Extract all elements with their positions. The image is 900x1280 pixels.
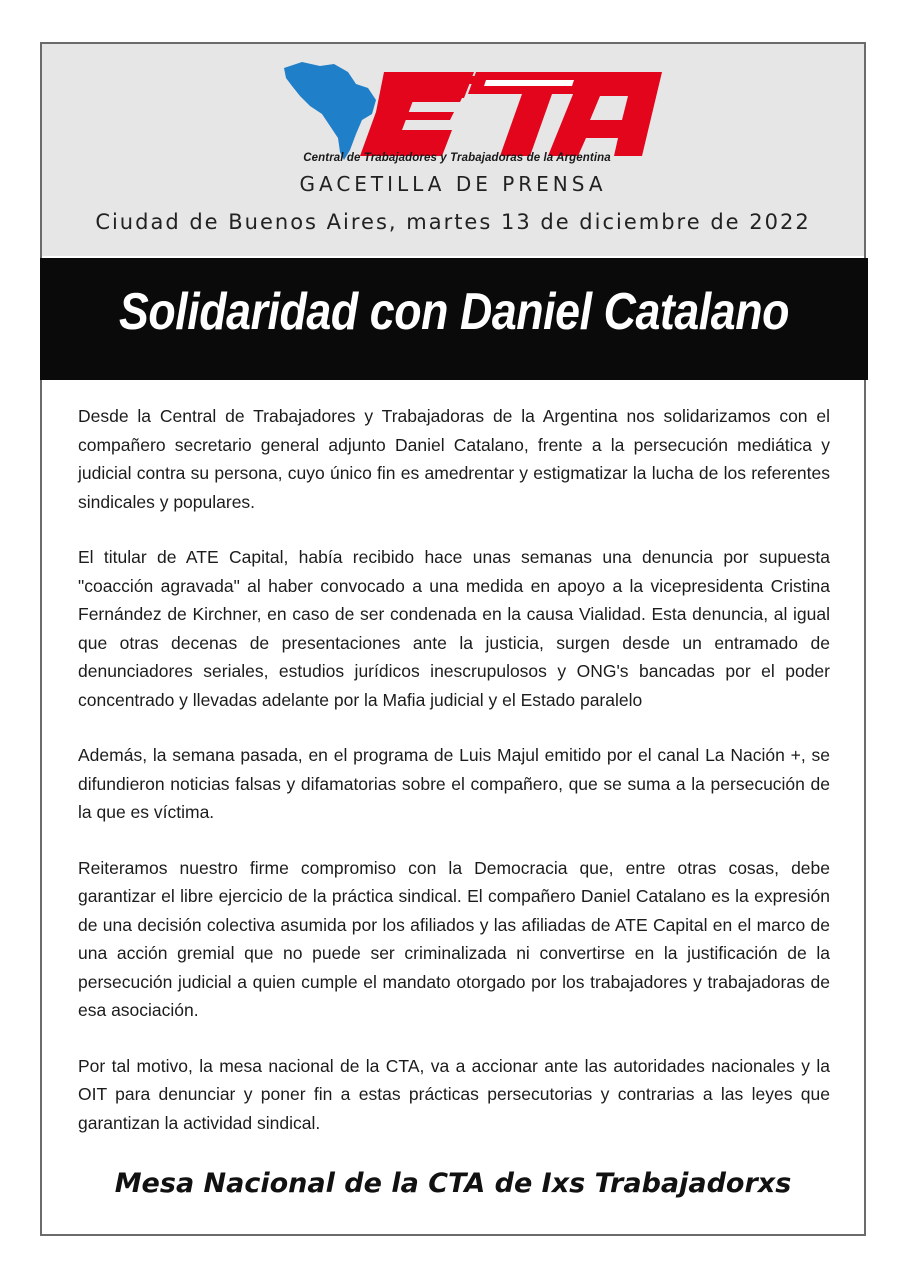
signature: Mesa Nacional de la CTA de Ixs Trabajadorxs [114,1168,792,1199]
cta-logo [264,54,674,166]
dateline: Ciudad de Buenos Aires, martes 13 de diciembre de 2022 [95,210,811,234]
paragraph: Además, la semana pasada, en el programa de Luis Majul emitido por el canal La Nación +, se difundieron noticias falsas y difamatorias sobre el compañero, que se suma a la persecución de la que es víctima. [78,745,830,822]
press-release-sheet [40,42,866,1236]
paragraph: El titular de ATE Capital, había recibido hace unas semanas una denuncia por supuesta "coacción agravada" al haber convocado a una medida en apoyo a la vicepresidenta Cristina Fernández de Kirchner, en caso de ser condenada en la causa Vialidad. Esta denuncia, al igual que otras decenas de presentaciones ante la justicia, surgen desde un entramado de denunciadores seriales, estudios jurídicos inescrupulosos y ONG's bancadas por el poder concentrado y llevadas adelante por la Mafia judicial y el Estado paralelo [78,547,830,710]
paragraph: Reiteramos nuestro firme compromiso con la Democracia que, entre otras cosas, debe garantizar el libre ejercicio de la práctica sindical. El compañero Daniel Catalano es la expresión de una decisión colectiva asumida por los afiliados y las afiliadas de ATE Capital en el marco de una acción gremial que no puede ser criminalizada ni convertirse en la justificación de la persecución judicial a quien cumple el mandato otorgado por los trabajadores y trabajadoras de esa asociación. [78,857,830,1020]
paragraph: Por tal motivo, la mesa nacional de la CTA, va a accionar ante las autoridades nacionales y la OIT para denunciar y poner fin a estas prácticas persecutorias y contrarias a las leyes que garantizan la actividad sindical. [78,1055,830,1133]
page-title: Solidaridad con Daniel Catalano [118,283,790,341]
paragraph: Desde la Central de Trabajadores y Trabajadoras de la Argentina nos solidarizamos con el compañero secretario general adjunto Daniel Catalano, frente a la persecución mediática y judicial contra su persona, cuyo único fin es amedrentar y estigmatizar la lucha de los referentes sindicales y populares. [78,406,830,512]
logo-tagline: Central de Trabajadores y Trabajadoras de la Argentina [303,152,611,164]
title-band [40,258,868,380]
body-text [78,402,830,1164]
south-america-map-icon [284,62,376,160]
header [42,44,864,256]
release-kind: GACETILLA DE PRENSA [299,172,607,196]
